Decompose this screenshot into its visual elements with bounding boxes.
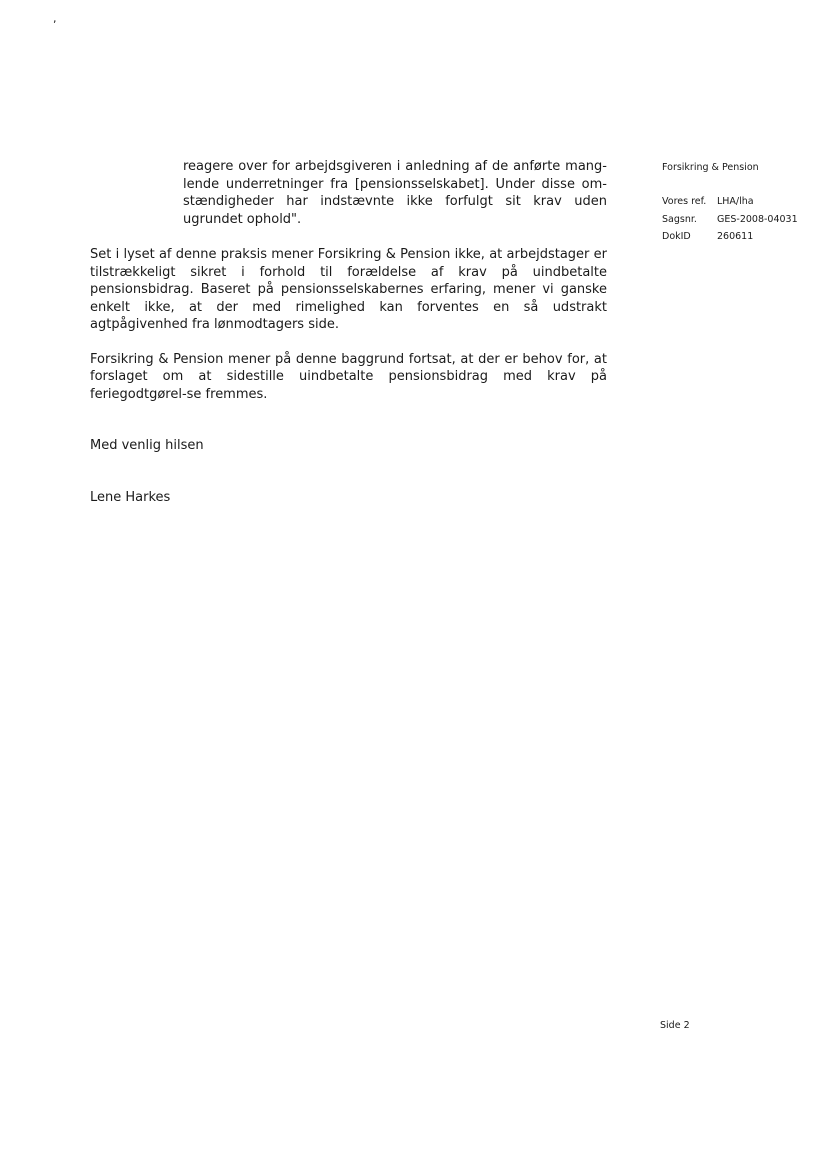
- case-number-value: GES-2008-04031: [717, 213, 798, 225]
- closing-salutation: Med venlig hilsen: [90, 438, 204, 453]
- page-number: Side 2: [660, 1020, 690, 1031]
- quoted-passage: reagere over for arbejdsgiveren i anledning af de anførte mang-lende underretninger fra [pensionsselskabet]. Under disse om-stændigheder har indstævnte ikke forfulgt sit krav uden ugrundet ophold".: [183, 159, 607, 227]
- organization-name: Forsikring & Pension: [662, 162, 759, 173]
- paragraph-practice: Set i lyset af denne praksis mener Forsikring & Pension ikke, at arbejdstager er tilstrækkeligt sikret i forhold til forældelse af krav på uindbetalte pensionsbidrag. Baseret på pensionsselskabernes erfaring, mener vi ganske enkelt ikke, at der med rimelighed kan forventes en så udstrakt agtpågivenhed fra lønmodtagers side.: [90, 247, 607, 332]
- case-number-label: Sagsnr.: [662, 213, 697, 225]
- reference-row: [662, 196, 798, 214]
- reference-sidebar: [662, 162, 798, 249]
- letter-body: [90, 158, 607, 506]
- case-number-row: [662, 214, 798, 232]
- document-id-row: [662, 231, 798, 249]
- document-id-label: DokID: [662, 231, 691, 242]
- reference-label: Vores ref.: [662, 196, 707, 207]
- signature-name: Lene Harkes: [90, 489, 171, 505]
- reference-value: LHA/lha: [717, 196, 754, 207]
- tick-mark: ,: [53, 12, 57, 25]
- document-id-value: 260611: [717, 231, 754, 242]
- paragraph-conclusion: Forsikring & Pension mener på denne baggrund fortsat, at der er behov for, at forslaget om at sidestille uindbetalte pensionsbidrag med krav på feriegodtgørel-se fremmes.: [90, 351, 607, 402]
